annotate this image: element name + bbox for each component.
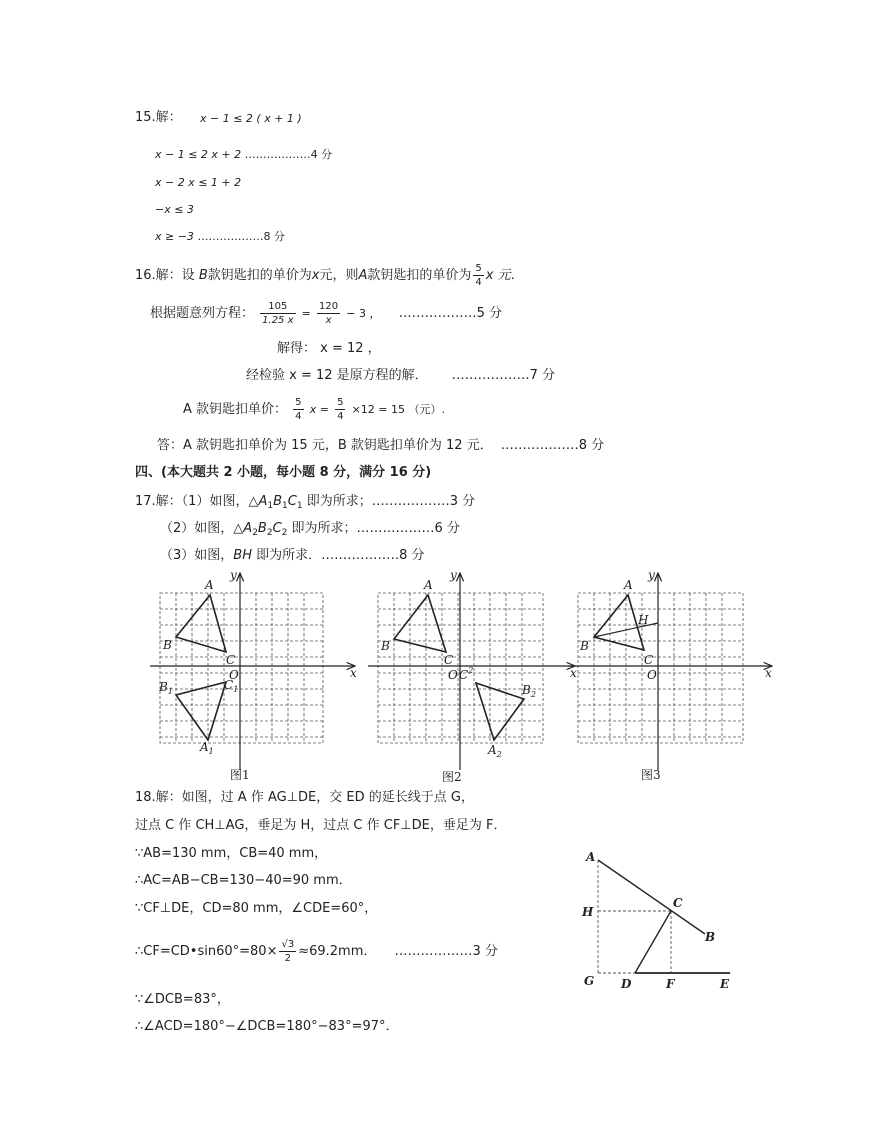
q16-eq-f2-num: 120 <box>319 301 339 312</box>
f2-a2-sub: 2 <box>496 750 502 759</box>
q16-check-mark: ………………7 分 <box>451 368 556 383</box>
q16-solve: 解得： x = 12 ， <box>277 341 381 356</box>
section-4-heading: 四、(本大题共 2 小题，每小题 8 分，满分 16 分) <box>135 465 432 480</box>
q15-step1 <box>155 147 332 163</box>
q15-inequality: x − 1 ≤ 2 ( x + 1 ) <box>200 112 302 125</box>
figure-1 <box>150 568 357 782</box>
q16-price-frac1 <box>293 396 303 423</box>
q18-segment-ab <box>598 860 705 934</box>
f1-label-y: y <box>230 568 237 582</box>
q16-price-label: A 款钥匙扣单价： <box>183 402 288 417</box>
q16-f1-den: 4 <box>475 277 482 288</box>
q16-eq-frac2 <box>317 300 340 327</box>
q17-l3b: BH <box>233 548 252 563</box>
q18-segment-dc <box>635 911 671 973</box>
q17-l1d: C <box>287 494 297 509</box>
q18-line1: 18.解：如图，过 A 作 AG⊥DE，交 ED 的延长线于点 G， <box>135 790 474 805</box>
figure-2-triangle-abc <box>394 595 446 652</box>
q16-answer-mark: ………………8 分 <box>500 438 605 453</box>
q17-l3c: 即为所求． <box>251 548 322 563</box>
q18-l6-mark: ………………3 分 <box>394 944 498 959</box>
f1-a1-sub: 1 <box>208 747 214 756</box>
f1-label-a: A <box>205 578 214 592</box>
q16-eq-tail: − 3 ， <box>346 307 381 320</box>
q17-l1s1: 1 <box>267 501 274 511</box>
f3-label-a: A <box>624 578 633 592</box>
f2-a2-letter: A <box>488 743 497 757</box>
q18-label-e: E <box>720 977 730 991</box>
q16-line1 <box>135 262 524 290</box>
f3-label-c: C <box>644 653 654 667</box>
q16-check: 经检验 x = 12 是原方程的解． <box>246 368 428 383</box>
f1-label-b1 <box>158 680 173 696</box>
f2-b2-letter: B <box>522 683 531 697</box>
f1-c1-sub: 1 <box>233 685 239 694</box>
q18-label-d: D <box>621 977 632 991</box>
q17-l1c: B <box>273 494 283 509</box>
q16-f1-num: 5 <box>475 263 482 274</box>
q18-label-c: C <box>673 896 683 910</box>
f1-label-b: B <box>163 638 172 652</box>
q17-l2-mark: ………………6 分 <box>356 521 460 536</box>
q15-step4 <box>155 229 285 245</box>
q17-l2c: B <box>257 521 267 536</box>
q16-price-line <box>183 395 445 425</box>
f3-label-o: O <box>647 668 657 682</box>
f1-label-c: C <box>226 653 236 667</box>
q18-line2: 过点 C 作 CH⊥AG，垂足为 H，过点 C 作 CF⊥DE，垂足为 F． <box>135 818 507 833</box>
q16-t3: x <box>311 268 320 283</box>
q17-l2a: （2）如图，△ <box>160 521 244 536</box>
q18-line8: ∴∠ACD=180°−∠DCB=180°−83°=97°． <box>135 1019 399 1034</box>
figure-3 <box>568 568 772 782</box>
q18-line4: ∴AC=AB−CB=130−40=90 mm． <box>135 873 352 888</box>
f1-label-o: O <box>229 668 239 682</box>
f2-c2-letter: C <box>459 668 469 682</box>
f3-label-y: y <box>648 568 655 582</box>
q15-step3: −x ≤ 3 <box>155 203 194 216</box>
q18-label-g: G <box>584 974 595 988</box>
f1-label-a1 <box>199 740 214 756</box>
q16-eq-frac1 <box>260 300 295 327</box>
q16-price-f1-num: 5 <box>295 397 302 408</box>
q16-eq-equals: = <box>301 307 311 320</box>
q17-l2b: A <box>243 521 253 536</box>
q16-t4: 元，则 <box>319 268 359 283</box>
q16-t7: x 元． <box>485 268 524 283</box>
figure-3-grid <box>578 593 743 743</box>
f2-label-c2 <box>459 666 473 682</box>
f2-label-y: y <box>450 568 457 582</box>
q17-line3 <box>160 548 425 564</box>
f2-label-a: A <box>424 578 433 592</box>
q17-l3-mark: ………………8 分 <box>321 548 425 563</box>
q17-l3a: （3）如图， <box>160 548 234 563</box>
q16-head: 16.解：设 <box>135 268 195 283</box>
figure-1-triangle-abc <box>176 595 226 652</box>
figure-2 <box>368 568 577 784</box>
q18-line6 <box>135 935 498 969</box>
q16-t1: B <box>198 268 208 283</box>
f2-c2-sub: 2 <box>468 666 474 675</box>
q18-l6b: ≈69.2mm． <box>298 944 377 959</box>
figure-2-caption: 图2 <box>442 770 462 784</box>
q15-head: 15.解： <box>135 110 182 125</box>
q17-l1b: A <box>258 494 268 509</box>
f2-label-b2 <box>521 683 536 699</box>
q18-l6-num: √3 <box>281 939 295 950</box>
q15-step1-mark: ………………4 分 <box>244 148 333 161</box>
q18-line3: ∵AB=130 mm，CB=40 mm， <box>135 846 328 861</box>
q16-eq-f1-den: 1.25 x <box>262 315 294 326</box>
f2-b2-sub: 2 <box>530 690 536 699</box>
q17-l2s2: 2 <box>266 528 273 538</box>
q18-sqrt-fraction <box>279 938 296 965</box>
f3-label-b: B <box>580 639 589 653</box>
q18-line5: ∵CF⊥DE，CD=80 mm，∠CDE=60°， <box>135 901 378 916</box>
f2-label-x: x <box>570 666 577 680</box>
q16-price-f2-den: 4 <box>337 411 344 422</box>
q18-line7: ∵∠DCB=83°， <box>135 992 230 1007</box>
q17-l2d: C <box>272 521 282 536</box>
f3-label-x: x <box>765 666 772 680</box>
q18-figure <box>580 848 740 998</box>
f2-label-a2 <box>487 743 502 759</box>
figure-1-caption: 图1 <box>230 768 250 782</box>
q16-answer-line <box>157 438 604 454</box>
q16-check-line <box>246 368 555 384</box>
q16-eq-label: 根据题意列方程： <box>150 306 255 321</box>
q17-line2 <box>160 521 460 541</box>
q16-eq-f2-den: x <box>325 315 332 326</box>
q18-label-f: F <box>666 977 675 991</box>
q16-eq-f1-num: 105 <box>260 300 295 314</box>
q17-figures <box>150 565 780 787</box>
q17-l2s3: 2 <box>281 528 288 538</box>
figure-3-triangle-abc <box>594 595 644 650</box>
f1-label-x: x <box>350 666 357 680</box>
q16-t5: A <box>358 268 368 283</box>
q15-step4-mark: ………………8 分 <box>197 230 285 243</box>
figure-3-caption: 图3 <box>641 768 661 782</box>
figure-1-triangle-a1b1c1 <box>176 682 226 740</box>
f1-c1-letter: C <box>224 678 234 692</box>
q18-l6a: ∴CF=CD•sin60°=80× <box>135 944 278 959</box>
q16-t2: 款钥匙扣的单价为 <box>207 268 312 283</box>
f2-label-b: B <box>381 639 390 653</box>
q16-price-frac2 <box>335 396 345 423</box>
q17-l1a: 17.解：（1）如图，△ <box>135 494 259 509</box>
q16-eq-mark: ………………5 分 <box>398 306 503 321</box>
q15-step2: x − 2 x ≤ 1 + 2 <box>155 176 242 189</box>
q18-label-h: H <box>582 905 594 919</box>
f1-b1-letter: B <box>159 680 168 694</box>
figure-1-grid <box>160 593 323 743</box>
q17-line1 <box>135 494 475 514</box>
q16-price-f1-den: 4 <box>295 411 302 422</box>
q16-answer: 答：A 款钥匙扣单价为 15 元，B 款钥匙扣单价为 12 元． <box>157 438 493 453</box>
f1-a1-letter: A <box>200 740 209 754</box>
q16-price-tail: ×12 = 15 （元）. <box>351 403 445 416</box>
q17-l1-mark: ………………3 分 <box>371 494 476 509</box>
figure-2-triangle-a2b2c2 <box>476 683 524 740</box>
q16-t6: 款钥匙扣的单价为 <box>367 268 472 283</box>
f3-label-h: H <box>638 613 649 627</box>
q17-l1s2: 1 <box>282 501 288 511</box>
q15-step1-text: x − 1 ≤ 2 x + 2 <box>155 148 242 161</box>
q17-l1e: 即为所求； <box>302 494 372 509</box>
f2-label-o: O <box>448 668 458 682</box>
q16-equation-line <box>150 298 502 330</box>
f1-b1-sub: 1 <box>167 687 173 696</box>
q17-l2s1: 2 <box>252 528 258 538</box>
f2-label-c: C <box>444 653 454 667</box>
q18-label-b: B <box>705 930 716 944</box>
q18-label-a: A <box>586 850 596 864</box>
q16-price-mid: x = <box>309 403 329 416</box>
q16-fraction <box>473 262 483 289</box>
q17-l1s3: 1 <box>296 501 303 511</box>
q15-step4-text: x ≥ −3 <box>155 230 194 243</box>
q16-price-f2-num: 5 <box>337 397 344 408</box>
q17-l2e: 即为所求； <box>287 521 357 536</box>
q18-l6-den: 2 <box>284 953 292 964</box>
